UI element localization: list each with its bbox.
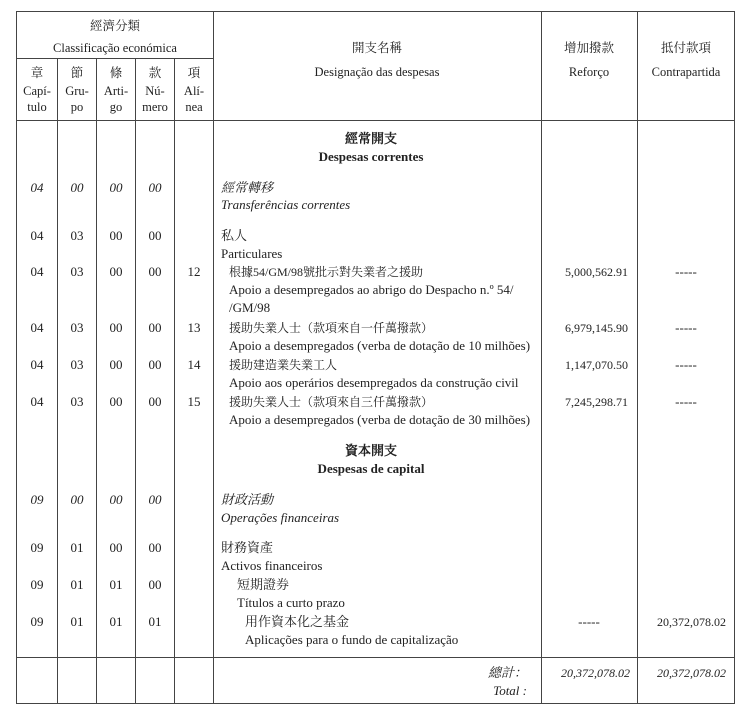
reforco-header-pt: Reforço xyxy=(568,65,610,79)
row-contra-value: ----- xyxy=(675,357,697,372)
row-artigo: 00 xyxy=(109,180,123,195)
row-designation-pt: Apoio a desempregados ao abrigo do Despacho n.º 54/ xyxy=(229,282,514,297)
col-capitulo-pt2: tulo xyxy=(27,100,47,114)
row-capitulo: 04 xyxy=(30,264,44,279)
row-capitulo: 09 xyxy=(30,492,44,507)
row-designation-zh: 援助失業人士（款項來自三仟萬撥款） xyxy=(229,395,434,409)
col-numero-pt2: mero xyxy=(142,100,168,114)
row-designation-pt-cont: /GM/98 xyxy=(229,300,271,315)
row-numero: 00 xyxy=(148,180,162,195)
row-alinea: 13 xyxy=(187,320,201,335)
row-grupo: 03 xyxy=(70,320,84,335)
row-designation-pt: Apoio aos operários desempregados da construção civil xyxy=(229,375,519,390)
row-alinea: 12 xyxy=(187,264,201,279)
row-artigo: 01 xyxy=(109,577,123,592)
row-artigo: 00 xyxy=(109,492,123,507)
col-alinea-pt1: Alí- xyxy=(183,84,205,98)
row-designation-zh: 用作資本化之基金 xyxy=(245,614,350,629)
row-reforco-value: 1,147,070.50 xyxy=(565,358,628,372)
row-designation-zh: 財務資產 xyxy=(221,540,274,555)
row-artigo: 00 xyxy=(109,228,123,243)
row-capitulo: 09 xyxy=(30,614,44,629)
row-designation-pt: Apoio a desempregados (verba de dotação de 30 milhões) xyxy=(229,412,531,427)
contra-header-pt: Contrapartida xyxy=(651,65,721,79)
row-reforco-value: ----- xyxy=(578,614,600,629)
total-reforco-value: 20,372,078.02 xyxy=(561,666,630,680)
col-numero-pt1: Nú- xyxy=(145,84,165,98)
row-designation-zh: 援助建造業失業工人 xyxy=(229,358,338,372)
col-grupo-zh: 節 xyxy=(70,66,84,80)
row-grupo: 03 xyxy=(70,228,84,243)
row-numero: 00 xyxy=(148,540,162,555)
row-artigo: 00 xyxy=(109,264,123,279)
section-title-zh: 資本開支 xyxy=(344,443,398,458)
col-grupo-pt2: po xyxy=(70,100,84,114)
row-artigo: 00 xyxy=(109,357,123,372)
col-artigo-pt1: Arti- xyxy=(103,84,129,98)
row-numero: 00 xyxy=(148,394,162,409)
row-designation-pt: Transferências correntes xyxy=(221,197,351,212)
reforco-header-zh: 增加撥款 xyxy=(563,41,615,55)
row-numero: 00 xyxy=(148,492,162,507)
row-designation-zh: 經常轉移 xyxy=(221,180,274,195)
row-designation-zh: 財政活動 xyxy=(221,492,274,507)
row-grupo: 01 xyxy=(70,614,84,629)
row-contra-value: ----- xyxy=(675,394,697,409)
row-capitulo: 04 xyxy=(30,357,44,372)
section-title-zh: 經常開支 xyxy=(344,131,398,146)
section-title-pt: Despesas de capital xyxy=(317,461,425,476)
row-numero: 01 xyxy=(148,614,162,629)
classification-header-pt: Classificação económica xyxy=(53,41,177,55)
row-alinea: 15 xyxy=(187,394,201,409)
col-grupo-pt1: Gru- xyxy=(65,84,89,98)
col-artigo-pt2: go xyxy=(109,100,123,114)
row-capitulo: 09 xyxy=(30,577,44,592)
row-artigo: 01 xyxy=(109,614,123,629)
col-divider-6 xyxy=(541,11,542,704)
designation-header-pt: Designação das despesas xyxy=(314,65,440,79)
row-designation-zh: 短期證券 xyxy=(237,577,290,592)
col-alinea-pt2: nea xyxy=(185,100,203,114)
row-capitulo: 04 xyxy=(30,228,44,243)
row-designation-zh: 援助失業人士（款項來自一仟萬撥款） xyxy=(229,321,434,335)
row-designation-pt: Apoio a desempregados (verba de dotação de 10 milhões) xyxy=(229,338,531,353)
designation-header-zh: 開支名稱 xyxy=(351,41,403,55)
classification-divider xyxy=(16,58,213,59)
classification-header-zh: 經濟分類 xyxy=(89,19,141,33)
row-artigo: 00 xyxy=(109,320,123,335)
row-numero: 00 xyxy=(148,577,162,592)
row-capitulo: 04 xyxy=(30,320,44,335)
col-divider-5 xyxy=(213,11,214,704)
row-reforco-value: 5,000,562.91 xyxy=(565,265,628,279)
col-divider-4 xyxy=(174,58,175,704)
row-alinea: 14 xyxy=(187,357,201,372)
col-numero-zh: 款 xyxy=(148,66,162,80)
table-bottom-border xyxy=(16,703,734,704)
col-divider-3 xyxy=(135,58,136,704)
col-divider-7 xyxy=(637,11,638,704)
row-designation-pt: Títulos a curto prazo xyxy=(237,595,345,610)
row-reforco-value: 6,979,145.90 xyxy=(565,321,628,335)
col-alinea-zh: 項 xyxy=(187,66,201,80)
row-contra-value: 20,372,078.02 xyxy=(657,615,726,629)
row-contra-value: ----- xyxy=(675,320,697,335)
total-row-top-border xyxy=(16,657,734,658)
total-label-zh: 總計： xyxy=(487,665,527,680)
row-grupo: 03 xyxy=(70,357,84,372)
row-designation-zh: 根據54/GM/98號批示對失業者之援助 xyxy=(229,265,424,279)
row-capitulo: 04 xyxy=(30,180,44,195)
table-left-border xyxy=(16,11,17,704)
row-grupo: 03 xyxy=(70,394,84,409)
table-top-border xyxy=(16,11,734,12)
contra-header-zh: 抵付款項 xyxy=(660,41,712,55)
col-artigo-zh: 條 xyxy=(109,66,123,80)
row-numero: 00 xyxy=(148,264,162,279)
row-grupo: 01 xyxy=(70,540,84,555)
row-artigo: 00 xyxy=(109,394,123,409)
total-contra-value: 20,372,078.02 xyxy=(657,666,726,680)
table-right-border xyxy=(734,11,735,704)
header-bottom-border xyxy=(16,120,734,121)
row-designation-pt: Particulares xyxy=(221,246,283,261)
col-capitulo-pt1: Capí- xyxy=(23,84,51,98)
row-grupo: 03 xyxy=(70,264,84,279)
row-contra-value: ----- xyxy=(675,264,697,279)
row-grupo: 01 xyxy=(70,577,84,592)
row-numero: 00 xyxy=(148,320,162,335)
row-capitulo: 04 xyxy=(30,394,44,409)
col-divider-1 xyxy=(57,58,58,704)
row-designation-zh: 私人 xyxy=(221,228,248,243)
col-capitulo-zh: 章 xyxy=(30,66,44,80)
row-designation-pt: Activos financeiros xyxy=(221,558,323,573)
col-divider-2 xyxy=(96,58,97,704)
row-designation-pt: Aplicações para o fundo de capitalização xyxy=(245,632,459,647)
row-reforco-value: 7,245,298.71 xyxy=(565,395,628,409)
total-label-pt: Total : xyxy=(493,683,527,698)
section-title-pt: Despesas correntes xyxy=(318,149,424,164)
row-grupo: 00 xyxy=(70,492,84,507)
row-numero: 00 xyxy=(148,357,162,372)
row-numero: 00 xyxy=(148,228,162,243)
row-artigo: 00 xyxy=(109,540,123,555)
row-designation-pt: Operações financeiras xyxy=(221,510,340,525)
row-grupo: 00 xyxy=(70,180,84,195)
row-capitulo: 09 xyxy=(30,540,44,555)
